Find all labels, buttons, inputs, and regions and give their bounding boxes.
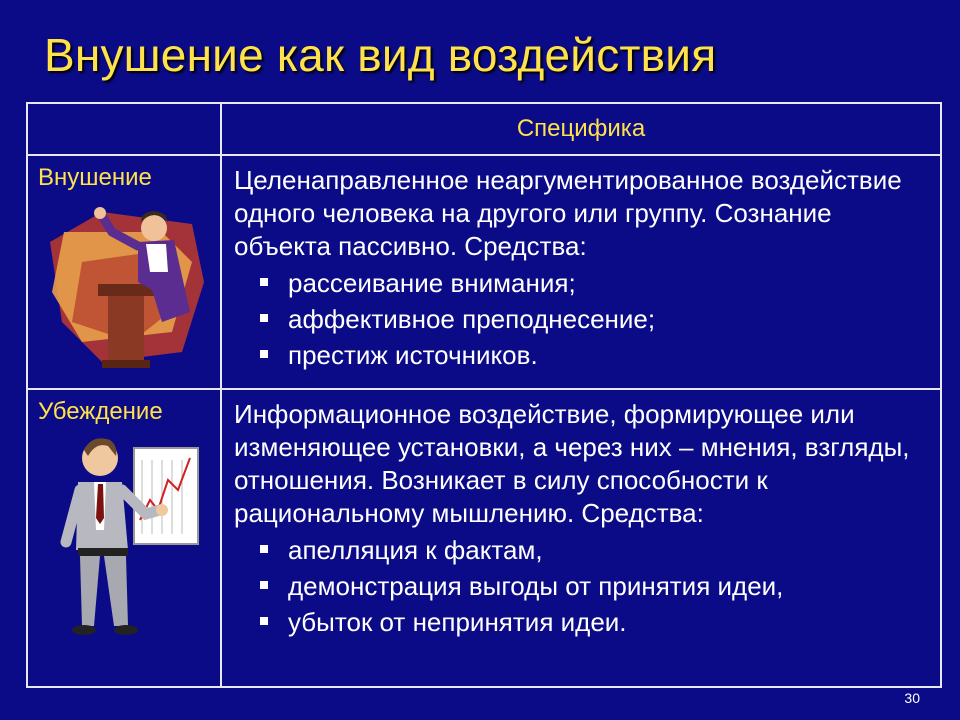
suggestion-paragraph: Целенаправленное неаргументированное воздействие одного человека на другого или группу. Сознание объекта пассивно. Средства: — [234, 165, 902, 261]
slide-title: Внушение как вид воздействия — [44, 29, 717, 81]
persuasion-description — [234, 398, 928, 640]
page-number: 30 — [904, 690, 920, 706]
row-label-suggestion: Внушение — [38, 164, 152, 191]
comparison-table — [26, 102, 942, 688]
suggestion-description — [234, 164, 928, 373]
header-divider — [28, 154, 940, 156]
row-label-persuasion: Убеждение — [38, 398, 163, 425]
bullet-icon — [260, 617, 268, 625]
persuasion-paragraph: Информационное воздействие, формирующее или изменяющее установки, а через них – мнения, взгляды, отношения. Возникает в силу способности к рациональному мышлению. Средства: — [234, 399, 910, 528]
suggestion-means-list — [234, 265, 928, 373]
persuasion-means-list — [234, 532, 928, 640]
bullet-icon — [260, 350, 268, 358]
column-header-specifics: Специфика — [516, 115, 646, 142]
bullet-icon — [260, 545, 268, 553]
list-item: рассеивание внимания; — [260, 265, 928, 301]
bullet-icon — [260, 581, 268, 589]
list-item: престиж источников. — [260, 337, 928, 373]
list-item: убыток от непринятия идеи. — [260, 604, 928, 640]
bullet-icon — [260, 278, 268, 286]
list-item: апелляция к фактам, — [260, 532, 928, 568]
list-item: демонстрация выгоды от принятия идеи, — [260, 568, 928, 604]
orator-at-podium-icon — [42, 202, 210, 372]
column-divider — [220, 104, 222, 686]
list-item: аффективное преподнесение; — [260, 301, 928, 337]
presenter-with-chart-icon — [48, 430, 214, 642]
bullet-icon — [260, 314, 268, 322]
row-divider — [28, 388, 940, 390]
